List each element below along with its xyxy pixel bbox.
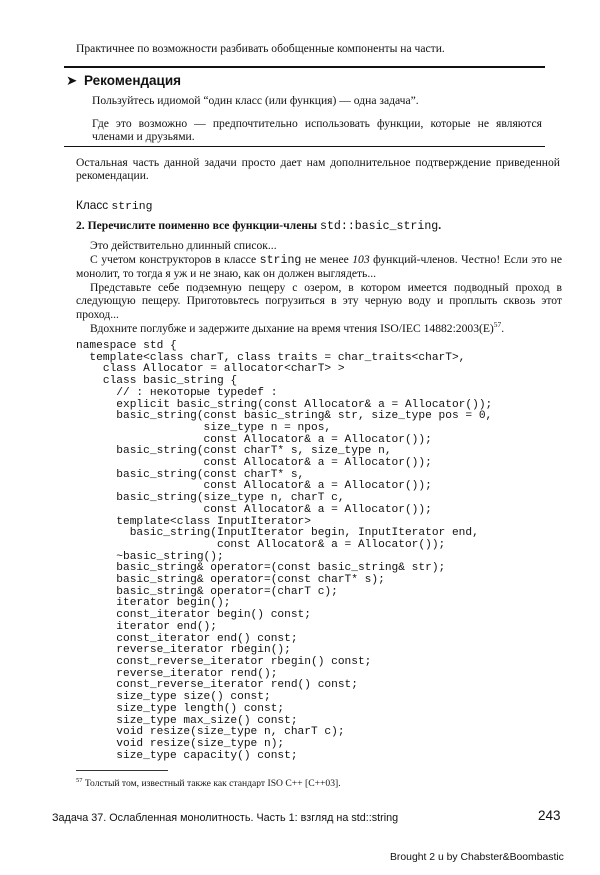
code-line: size_type length() const;: [76, 702, 285, 715]
code-line: iterator begin();: [76, 597, 231, 610]
footnote-ref[interactable]: 57: [493, 320, 502, 330]
code-line: basic_string(size_type n, charT c,: [76, 492, 345, 505]
code-line: const Allocator& a = Allocator());: [76, 433, 432, 446]
answer-text: функций-членов. Честно! Если это не монолит, то тогда я уж и не знаю, как он должен выглядеть...: [76, 253, 562, 281]
recommendation-bottom-rule: [64, 146, 545, 147]
question-end: .: [438, 219, 442, 232]
code-line: template<class charT, class traits = char_traits<charT>,: [76, 351, 466, 364]
question-code: std::basic_string: [319, 220, 439, 233]
code-line: explicit basic_string(const Allocator& a = Allocator());: [76, 398, 493, 411]
intro-paragraph: Практичнее по возможности разбивать обобщенные компоненты на части.: [76, 42, 445, 55]
recommendation-title: Рекомендация: [84, 73, 182, 88]
code-line: const_iterator end() const;: [76, 632, 298, 645]
body-paragraph: Остальная часть данной задачи просто дает нам дополнительное подтверждение приведенной рекомендации.: [76, 156, 560, 183]
code-line: class basic_string {: [76, 375, 238, 388]
code-line: const_reverse_iterator rend() const;: [76, 679, 358, 692]
code-line: namespace std {: [76, 340, 177, 352]
code-line: basic_string(const charT* s,: [76, 468, 305, 481]
recommendation-text-1: Пользуйтесь идиомой “один класс (или функция) — одна задача”.: [92, 94, 419, 107]
code-line: basic_string(const basic_string& str, size_type pos = 0,: [76, 410, 493, 423]
answer-paragraph-1: Это действительно длинный список...: [90, 239, 277, 252]
section-code: string: [111, 201, 153, 213]
code-line: size_type capacity() const;: [76, 749, 298, 762]
footnote: [76, 775, 341, 789]
footnote-number: 57: [76, 777, 83, 784]
code-line: iterator end();: [76, 620, 217, 633]
question-text: Перечислите поименно все функции-члены: [87, 219, 318, 232]
inline-code: string: [259, 254, 302, 267]
chevron-right-icon: ➤: [66, 73, 78, 88]
code-line: class Allocator = allocator<charT> >: [76, 363, 345, 376]
code-line: reverse_iterator rend();: [76, 667, 278, 680]
code-line: basic_string& operator=(const charT* s);: [76, 574, 385, 587]
code-line: void resize(size_type n);: [76, 737, 285, 750]
code-line: basic_string(InputIterator begin, InputIterator end,: [76, 527, 479, 540]
recommendation-text-2: Где это возможно — предпочтительно использовать функции, которые не являются членами и друзьями.: [92, 117, 542, 144]
recommendation-top-rule: [64, 66, 545, 68]
page-number: 243: [538, 808, 561, 823]
code-line: basic_string& operator=(charT c);: [76, 585, 338, 598]
code-line: ~basic_string();: [76, 550, 224, 563]
code-line: void resize(size_type n, charT c);: [76, 726, 345, 739]
answer-text: С учетом конструкторов в классе: [90, 253, 257, 266]
code-line: size_type max_size() const;: [76, 714, 298, 727]
footnote-text: Толстый том, известный также как стандарт ISO C++ [C++03].: [84, 778, 341, 790]
code-line: const_reverse_iterator rbegin() const;: [76, 655, 372, 668]
code-line: // : некоторые typedef :: [76, 386, 278, 399]
recommendation-heading: [66, 73, 181, 89]
code-line: size_type n = npos,: [76, 421, 332, 434]
code-line: const Allocator& a = Allocator());: [76, 457, 432, 470]
running-footer: Задача 37. Ослабленная монолитность. Часть 1: взгляд на std::string: [52, 812, 399, 824]
code-line: reverse_iterator rbegin();: [76, 644, 291, 657]
count-number: 103: [352, 253, 370, 266]
footnote-rule: [76, 770, 168, 771]
section-heading: [76, 198, 152, 213]
answer-text: не менее: [304, 253, 349, 266]
code-line: basic_string& operator=(const basic_string& str);: [76, 562, 446, 575]
code-line: basic_string(const charT* s, size_type n,: [76, 445, 392, 458]
code-line: const_iterator begin() const;: [76, 609, 311, 622]
question-heading: [76, 219, 441, 233]
question-number: 2.: [76, 219, 85, 232]
code-listing: [76, 341, 492, 762]
answer-paragraph-3: Представьте себе подземную пещеру с озером, в котором имеется подводный проход в следующую пещеру. Приготовьтесь погрузиться в эту черную воду и проплыть сквозь этот проход...: [76, 281, 562, 321]
code-line: template<class InputIterator>: [76, 515, 311, 528]
code-line: const Allocator& a = Allocator());: [76, 503, 432, 516]
code-line: size_type size() const;: [76, 691, 271, 704]
answer-paragraph-2: [76, 253, 562, 281]
answer-text: .: [501, 322, 505, 335]
answer-paragraph-4: [76, 322, 562, 335]
code-line: const Allocator& a = Allocator());: [76, 480, 432, 493]
answer-text: Вдохните поглубже и задержите дыхание на время чтения ISO/IEC 14882:2003(E): [90, 322, 494, 335]
section-label: Класс: [76, 198, 109, 212]
code-line: const Allocator& a = Allocator());: [76, 538, 446, 551]
watermark: Brought 2 u by Chabster&Boombastic: [390, 852, 564, 863]
